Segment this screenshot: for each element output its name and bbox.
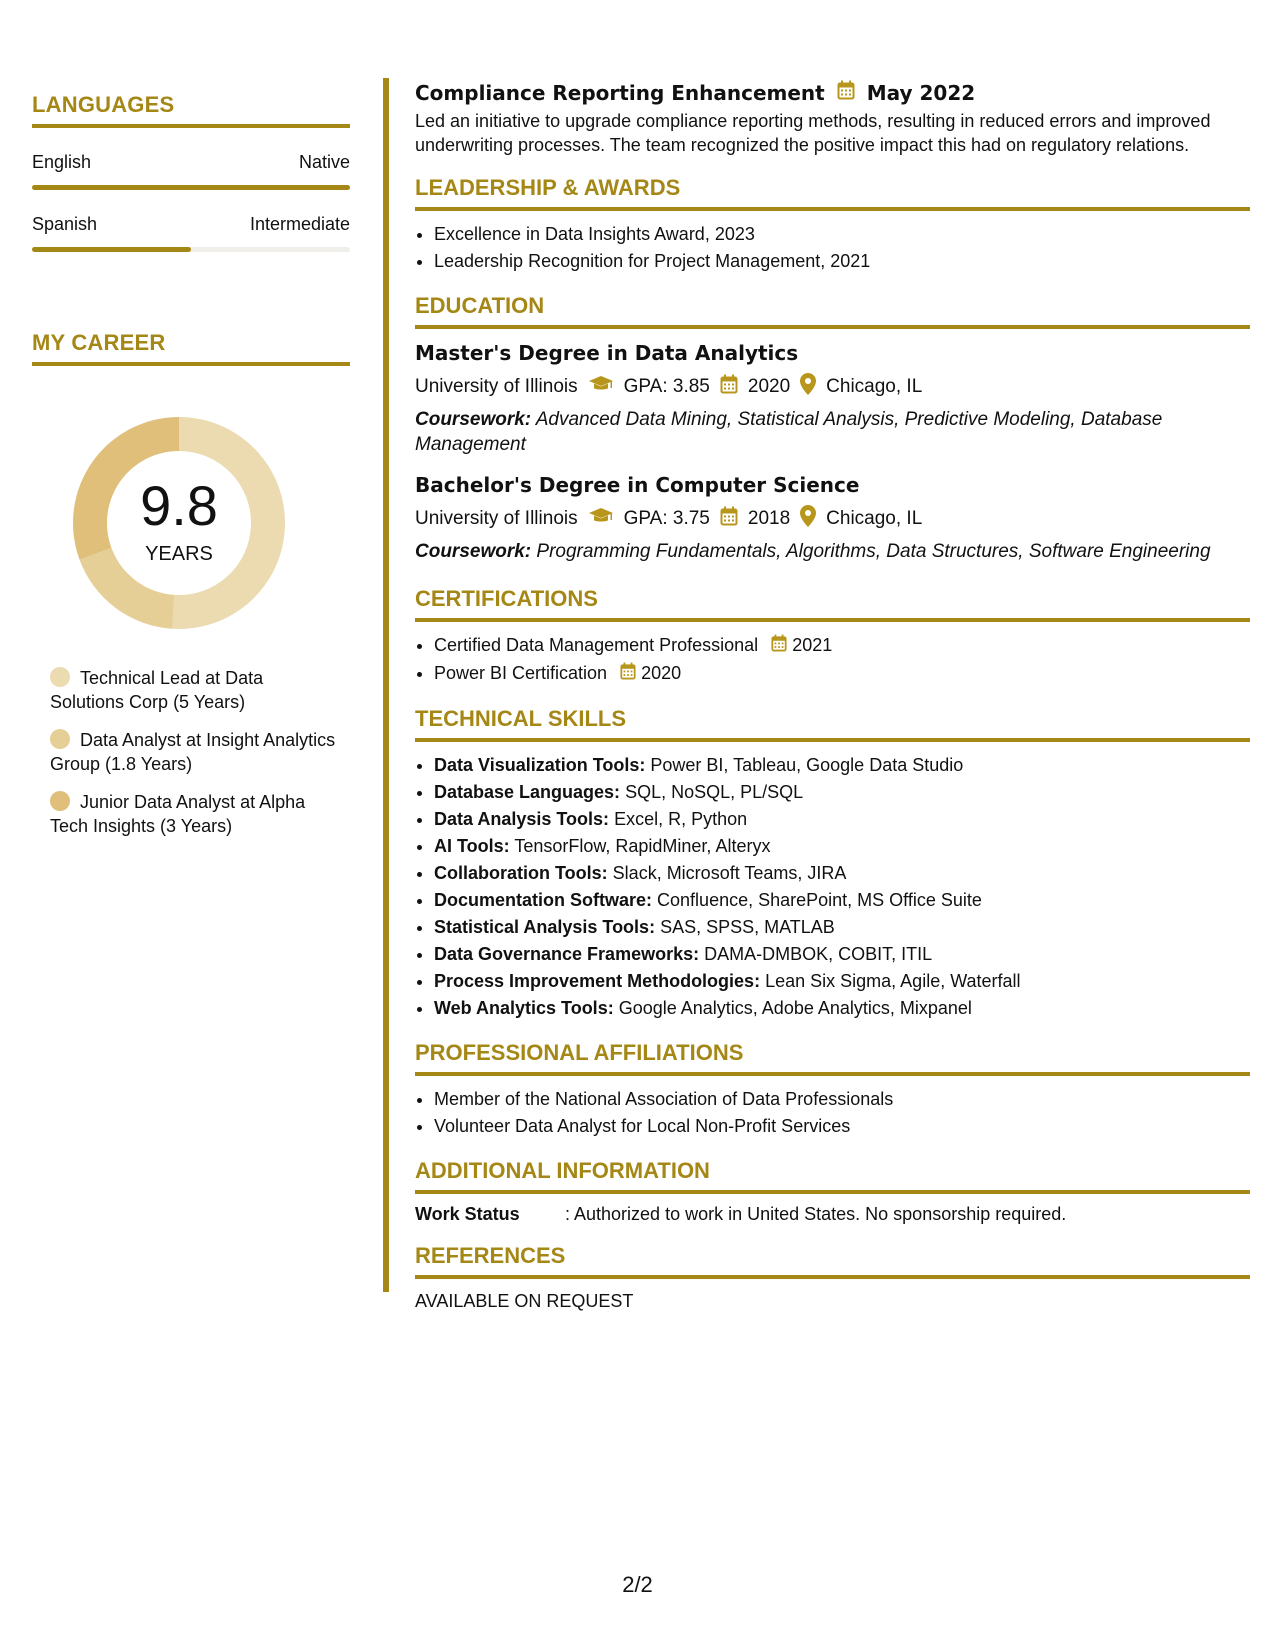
list-item: • Excellence in Data Insights Award, 2023 (434, 221, 1250, 248)
legend-dot (50, 791, 70, 811)
certifications-rule (415, 618, 1250, 622)
languages-rule (32, 124, 350, 128)
degree-title: Bachelor's Degree in Computer Science (415, 473, 860, 497)
skill-item (434, 752, 1250, 779)
school-name: University of Illinois (415, 376, 578, 397)
gpa: GPA: 3.75 (623, 508, 710, 529)
skill-item (434, 914, 1250, 941)
column-divider (383, 78, 389, 1292)
career-rule (32, 362, 350, 366)
language-name: Spanish (32, 214, 98, 234)
skill-label: Statistical Analysis Tools: (434, 916, 656, 937)
skill-value: Excel, R, Python (614, 808, 748, 829)
skill-value: Power BI, Tableau, Google Data Studio (650, 754, 964, 775)
career-legend-item (50, 666, 340, 714)
work-status-value: : Authorized to work in United States. No sponsorship required. (565, 1203, 1067, 1224)
location-pin-icon (800, 505, 816, 533)
education-entry (415, 473, 1250, 564)
location-pin-icon (800, 373, 816, 401)
skill-item (434, 887, 1250, 914)
skill-item (434, 860, 1250, 887)
skill-value: SAS, SPSS, MATLAB (660, 916, 835, 937)
affiliations-title: PROFESSIONAL AFFILIATIONS (415, 1039, 744, 1065)
calendar-icon (720, 506, 738, 532)
calendar-icon (837, 80, 855, 105)
degree-title: Master's Degree in Data Analytics (415, 341, 799, 365)
graduation-year: 2020 (747, 376, 791, 397)
graduation-cap-icon (588, 375, 614, 399)
certification-name: Power BI Certification (434, 662, 608, 683)
certification-year: 2020 (641, 662, 682, 683)
legend-dot (50, 667, 70, 687)
career-legend-item (50, 790, 340, 838)
language-item (32, 214, 350, 252)
certification-year: 2021 (792, 635, 833, 655)
project-title: Compliance Reporting Enhancement (415, 80, 825, 105)
gpa: GPA: 3.85 (623, 376, 710, 397)
career-legend-item (50, 728, 340, 776)
calendar-icon (720, 374, 738, 400)
legend-dot (50, 729, 70, 749)
language-bar (32, 185, 350, 190)
language-item (32, 152, 350, 190)
coursework-text: Advanced Data Mining, Statistical Analysis, Predictive Modeling, Database Management (415, 409, 1163, 455)
list-item (434, 632, 1250, 660)
coursework (415, 539, 1250, 564)
skill-item (434, 833, 1250, 860)
additional-info-title: ADDITIONAL INFORMATION (415, 1157, 710, 1183)
graduation-year: 2018 (747, 508, 791, 529)
skill-label: Documentation Software: (434, 889, 653, 910)
project-header (415, 80, 1250, 105)
skill-label: Data Governance Frameworks: (434, 943, 700, 964)
project-description: Led an initiative to upgrade compliance reporting methods, resulting in reduced errors and improved underwriting processes. The team recognized the positive impact this had on regulatory relations. (415, 111, 1211, 155)
leadership-list (415, 221, 1250, 275)
certification-name: Certified Data Management Professional (434, 635, 759, 655)
list-item (434, 660, 1250, 688)
right-column (415, 80, 1250, 1313)
skill-value: TensorFlow, RapidMiner, Alteryx (514, 835, 771, 856)
career-total-unit: YEARS (145, 543, 213, 565)
coursework-label: Coursework: (415, 541, 532, 562)
career-total-value: 9.8 (140, 474, 218, 537)
skill-item (434, 806, 1250, 833)
list-item: • Volunteer Data Analyst for Local Non-Profit Services (434, 1113, 1250, 1140)
project-date: May 2022 (866, 80, 976, 105)
school-location: Chicago, IL (826, 508, 923, 529)
language-bar-fill (32, 185, 350, 190)
references-title: REFERENCES (415, 1242, 566, 1268)
skill-item (434, 941, 1250, 968)
skill-value: Google Analytics, Adobe Analytics, Mixpanel (618, 997, 972, 1018)
language-level: Intermediate (249, 214, 350, 234)
skills-title: TECHNICAL SKILLS (415, 705, 627, 731)
skill-value: SQL, NoSQL, PL/SQL (625, 781, 804, 802)
list-item: • Member of the National Association of Data Professionals (434, 1086, 1250, 1113)
languages-title: LANGUAGES (32, 92, 175, 117)
page-number: 2/2 (622, 1572, 653, 1597)
skill-label: Database Languages: (434, 781, 621, 802)
skill-value: Confluence, SharePoint, MS Office Suite (657, 889, 982, 910)
leadership-rule (415, 207, 1250, 211)
career-legend-label: Junior Data Analyst at Alpha Tech Insights (3 Years) (50, 792, 306, 836)
skill-label: Data Visualization Tools: (434, 754, 646, 775)
career-donut-chart (66, 410, 292, 636)
skill-label: AI Tools: (434, 835, 510, 856)
language-bar-fill (32, 247, 191, 252)
career-legend (32, 666, 350, 838)
skills-rule (415, 738, 1250, 742)
coursework-label: Coursework: (415, 409, 532, 430)
work-status-row (415, 1204, 1250, 1225)
education-rule (415, 325, 1250, 329)
skill-label: Web Analytics Tools: (434, 997, 614, 1018)
coursework-text: Programming Fundamentals, Algorithms, Data Structures, Software Engineering (536, 541, 1211, 562)
references-rule (415, 1275, 1250, 1279)
career-legend-label: Data Analyst at Insight Analytics Group (1.8 Years) (50, 730, 336, 774)
affiliations-rule (415, 1072, 1250, 1076)
skill-value: DAMA-DMBOK, COBIT, ITIL (704, 943, 933, 964)
calendar-icon (771, 633, 787, 660)
coursework (415, 407, 1250, 457)
left-column (32, 92, 350, 852)
skill-label: Data Analysis Tools: (434, 808, 610, 829)
skill-label: Collaboration Tools: (434, 862, 608, 883)
skill-value: Lean Six Sigma, Agile, Waterfall (765, 970, 1021, 991)
language-level: Native (298, 152, 350, 172)
list-item: • Leadership Recognition for Project Management, 2021 (434, 248, 1250, 275)
career-legend-label: Technical Lead at Data Solutions Corp (5 Years) (50, 668, 264, 712)
skill-label: Process Improvement Methodologies: (434, 970, 761, 991)
skill-item (434, 779, 1250, 806)
language-name: English (32, 152, 92, 172)
leadership-title: LEADERSHIP & AWARDS (415, 175, 681, 200)
education-title: EDUCATION (415, 293, 545, 318)
skill-value: Slack, Microsoft Teams, JIRA (612, 862, 847, 883)
skill-item (434, 995, 1250, 1022)
graduation-cap-icon (588, 507, 614, 531)
additional-info-rule (415, 1190, 1250, 1194)
education-entry (415, 341, 1250, 457)
certifications-title: CERTIFICATIONS (415, 586, 598, 611)
skills-list (415, 752, 1250, 1022)
references-text: AVAILABLE ON REQUEST (415, 1290, 634, 1311)
school-name: University of Illinois (415, 508, 578, 529)
career-title: MY CAREER (32, 330, 166, 355)
language-bar (32, 247, 350, 252)
affiliations-list (415, 1086, 1250, 1140)
skill-item (434, 968, 1250, 995)
work-status-label: Work Status (415, 1203, 520, 1224)
certifications-list (415, 632, 1250, 688)
school-location: Chicago, IL (826, 376, 923, 397)
calendar-icon (620, 661, 636, 688)
